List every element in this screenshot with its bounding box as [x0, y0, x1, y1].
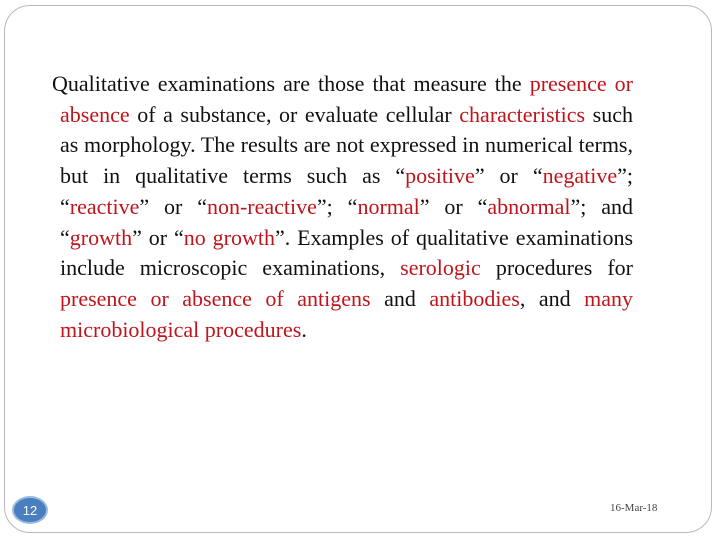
- page-number-badge: [12, 496, 48, 524]
- body-text-run: .: [301, 316, 307, 342]
- highlighted-term: presence or absence: [60, 71, 633, 127]
- body-text-run: are those that measure the: [275, 71, 530, 96]
- paragraph-segments: [52, 71, 633, 342]
- body-text-run: ” or “: [474, 163, 543, 189]
- page-number-label: 12: [22, 502, 38, 518]
- body-text-run: of a substance, or evaluate cellular: [129, 101, 460, 127]
- body-text-run: ”; “: [316, 193, 358, 219]
- highlighted-term: serologic: [400, 255, 481, 281]
- date-footer: 16-Mar-18: [610, 502, 658, 514]
- highlighted-term: normal: [357, 193, 420, 219]
- lead-term: Qualitative examinations: [52, 71, 276, 96]
- body-text-run: , and: [519, 285, 585, 311]
- slide-body-text: [52, 69, 634, 345]
- body-text-run: procedures for: [480, 255, 633, 281]
- body-text-run: ” or “: [419, 193, 488, 219]
- body-text-run: ” or “: [132, 224, 184, 250]
- highlighted-term: growth: [69, 224, 133, 250]
- highlighted-term: abnormal: [487, 193, 571, 219]
- highlighted-term: many microbiological procedures: [60, 285, 634, 342]
- highlighted-term: negative: [542, 163, 618, 189]
- body-text-run: ”. Examples of qualitative examinations include microscopic examinations,: [60, 224, 634, 281]
- highlighted-term: antibodies: [429, 285, 520, 311]
- highlighted-term: non-reactive: [206, 193, 317, 219]
- slide-frame: [4, 5, 712, 533]
- highlighted-term: reactive: [69, 193, 140, 219]
- body-text-run: ” or “: [139, 193, 207, 219]
- body-text-run: ”; “: [60, 163, 634, 219]
- body-text-run: such as morphology. The results are not expressed in numerical terms, but in qualitative terms such as “: [60, 101, 634, 189]
- highlighted-term: no growth: [183, 224, 275, 250]
- body-text-run: ”; and “: [60, 193, 633, 250]
- highlighted-term: presence or absence of antigens: [60, 285, 371, 311]
- body-text-run: and: [370, 285, 430, 311]
- highlighted-term: positive: [405, 163, 475, 189]
- highlighted-term: characteristics: [459, 101, 586, 127]
